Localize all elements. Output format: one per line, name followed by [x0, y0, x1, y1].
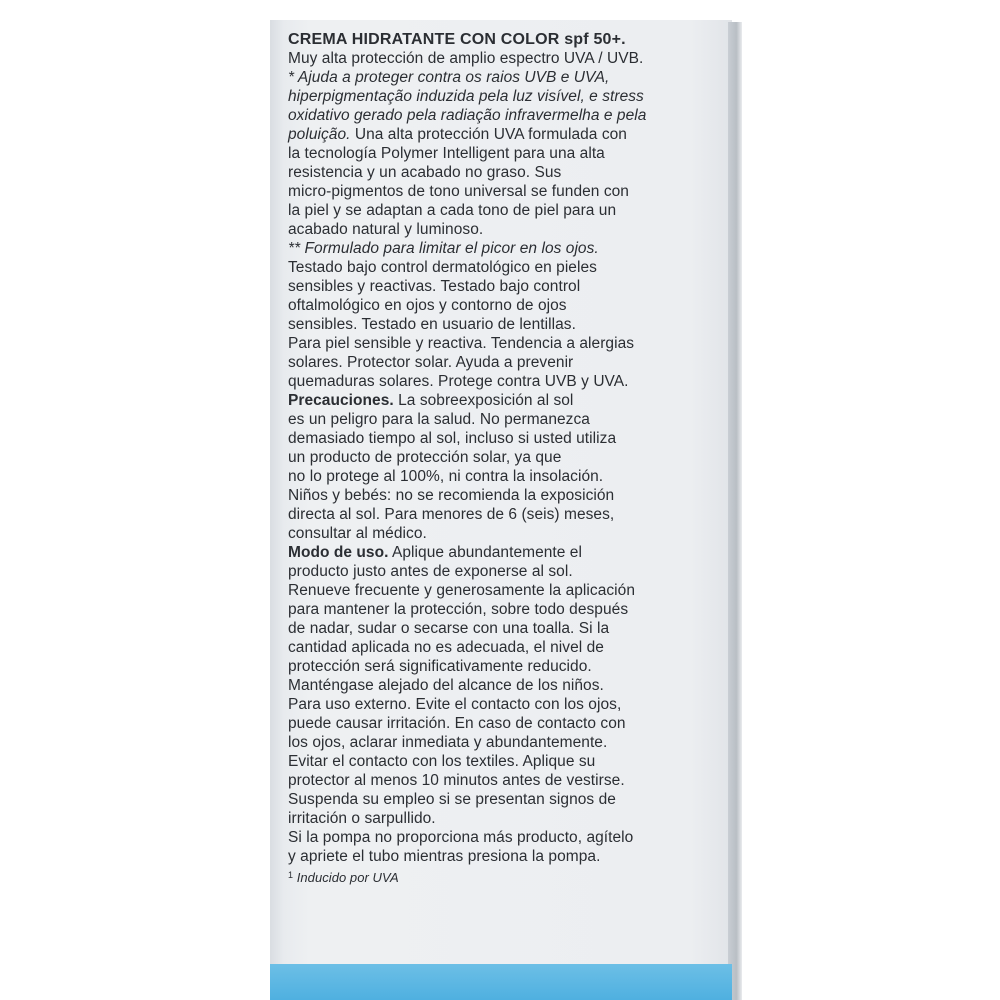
body-line: puede causar irritación. En caso de contacto con	[288, 715, 626, 732]
body-line: oxidativo gerado pela radiação infravermelha e pela	[288, 107, 647, 124]
body-line: sensibles y reactivas. Testado bajo control	[288, 278, 581, 295]
body-line: irritación o sarpullido.	[288, 810, 436, 827]
italic-segment: poluição.	[288, 126, 351, 143]
text-segment: Aplique abundantemente el	[388, 544, 582, 561]
body-line: los ojos, aclarar inmediata y abundantemente.	[288, 734, 608, 751]
body-line: Manténgase alejado del alcance de los niños.	[288, 677, 604, 694]
body-line	[288, 391, 718, 410]
label-text	[288, 30, 718, 887]
body-line: directa al sol. Para menores de 6 (seis) meses,	[288, 506, 615, 523]
body-line: Suspenda su empleo si se presentan signos de	[288, 791, 616, 808]
section-heading: Modo de uso.	[288, 544, 389, 561]
body-line: de nadar, sudar o secarse con una toalla. Si la	[288, 620, 610, 637]
section-heading: Precauciones.	[288, 392, 394, 409]
body-line: y apriete el tubo mientras presiona la pompa.	[288, 848, 601, 865]
body-line: no lo protege al 100%, ni contra la insolación.	[288, 468, 604, 485]
body-line: Para piel sensible y reactiva. Tendencia a alergias	[288, 335, 635, 352]
body-line: demasiado tiempo al sol, incluso si usted utiliza	[288, 430, 617, 447]
body-line: Testado bajo control dermatológico en pieles	[288, 259, 597, 276]
blue-band	[270, 964, 732, 1000]
footnote-text: Inducido por UVA	[293, 870, 399, 885]
body-line: Para uso externo. Evite el contacto con los ojos,	[288, 696, 622, 713]
product-title: CREMA HIDRATANTE CON COLOR spf 50+.	[288, 31, 626, 48]
body-line: hiperpigmentação induzida pela luz visível, e stress	[288, 88, 644, 105]
body-line: Muy alta protección de amplio espectro UVA / UVB.	[288, 50, 644, 67]
body-line: oftalmológico en ojos y contorno de ojos	[288, 297, 567, 314]
body-line: acabado natural y luminoso.	[288, 221, 484, 238]
body-line: ** Formulado para limitar el picor en los ojos.	[288, 240, 599, 257]
tube-edge	[728, 22, 742, 1000]
body-line: la piel y se adaptan a cada tono de piel para un	[288, 202, 617, 219]
body-line: Evitar el contacto con los textiles. Aplique su	[288, 753, 596, 770]
body-line: para mantener la protección, sobre todo después	[288, 601, 629, 618]
text-segment: La sobreexposición al sol	[393, 392, 574, 409]
body-line: un producto de protección solar, ya que	[288, 449, 562, 466]
body-line: micro-pigmentos de tono universal se funden con	[288, 183, 629, 200]
body-line: Si la pompa no proporciona más producto, agítelo	[288, 829, 634, 846]
footnote	[288, 866, 718, 887]
body-line: * Ajuda a proteger contra os raios UVB e UVA,	[288, 69, 610, 86]
body-line: protector al menos 10 minutos antes de vestirse.	[288, 772, 625, 789]
body-line: protección será significativamente reducido.	[288, 658, 592, 675]
footnote-marker: 1	[288, 870, 294, 880]
body-line: quemaduras solares. Protege contra UVB y UVA.	[288, 373, 629, 390]
body-text	[288, 49, 718, 866]
body-line: resistencia y un acabado no graso. Sus	[288, 164, 562, 181]
body-line	[288, 125, 718, 144]
body-line: solares. Protector solar. Ayuda a prevenir	[288, 354, 574, 371]
body-line: la tecnología Polymer Intelligent para una alta	[288, 145, 605, 162]
body-line: es un peligro para la salud. No permanezca	[288, 411, 590, 428]
body-line	[288, 543, 718, 562]
body-line: cantidad aplicada no es adecuada, el nivel de	[288, 639, 604, 656]
body-line: producto justo antes de exponerse al sol.	[288, 563, 573, 580]
body-line: sensibles. Testado en usuario de lentillas.	[288, 316, 576, 333]
body-line: consultar al médico.	[288, 525, 427, 542]
body-line: Renueve frecuente y generosamente la aplicación	[288, 582, 636, 599]
body-line: Niños y bebés: no se recomienda la exposición	[288, 487, 615, 504]
text-segment: Una alta protección UVA formulada con	[350, 126, 627, 143]
